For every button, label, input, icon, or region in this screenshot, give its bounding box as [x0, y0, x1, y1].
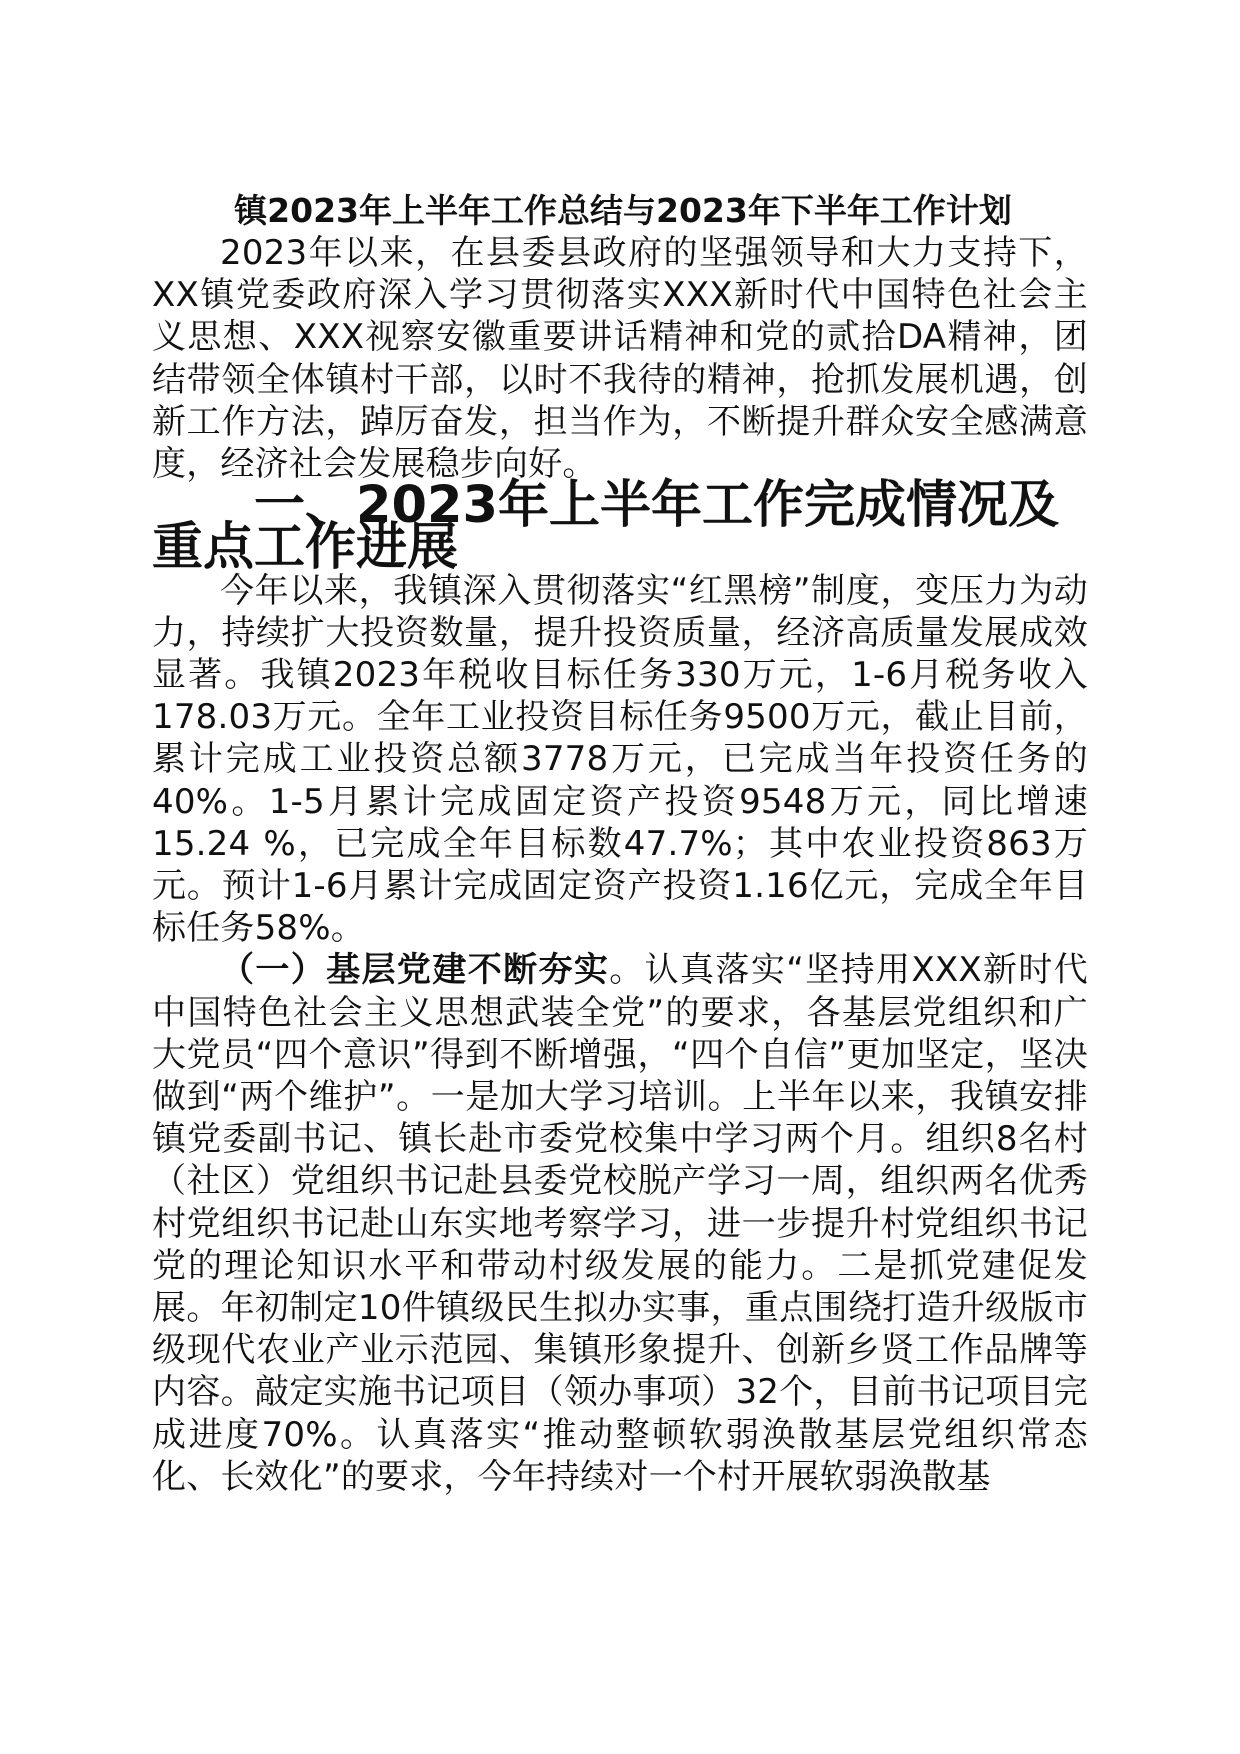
section-paragraph: 今年以来，我镇深入贯彻落实“红黑榜”制度，变压力为动力，持续扩大投资数量，提升投资质量，经济高质量发展成效显著。我镇2023年税收目标任务330万元，1-6月税务收入178.03万元。全年工业投资目标任务9500万元，截止目前，累计完成工业投资总额3778万元，已完成当年投资任务的40%。1-5月累计完成固定资产投资9548万元，同比增速15.24 %，已完成全年目标数47.7%；其中农业投资863万元。预计1-6月累计完成固定资产投资1.16亿元，完成全年目标任务58%。: [152, 570, 1088, 949]
subsection-paragraph: [152, 949, 1088, 1498]
document-page: [152, 190, 1088, 1498]
intro-paragraph: 2023年以来，在县委县政府的坚强领导和大力支持下，XX镇党委政府深入学习贯彻落实XXX新时代中国特色社会主义思想、XXX视察安徽重要讲话精神和党的贰拾DA精神，团结带领全体镇村干部，以时不我待的精神，抢抓发展机遇，创新工作方法，踔厉奋发，担当作为，不断提升群众安全感满意度，经济社会发展稳步向好。: [152, 233, 1088, 485]
section-heading: 一、2023年上半年工作完成情况及重点工作进展: [152, 476, 1059, 578]
document-title: 镇2023年上半年工作总结与2023年下半年工作计划: [234, 191, 1012, 230]
subsection-body: 。认真落实“坚持用XXX新时代中国特色社会主义思想武装全党”的要求，各基层党组织和广大党员“四个意识”得到不断增强，“四个自信”更加坚定，坚决做到“两个维护”。一是加大学习培训。上半年以来，我镇安排镇党委副书记、镇长赴市委党校集中学习两个月。组织8名村（社区）党组织书记赴县委党校脱产学习一周，组织两名优秀村党组织书记赴山东实地考察学习，进一步提升村党组织书记党的理论知识水平和带动村级发展的能力。二是抓党建促发展。年初制定10件镇级民生拟办实事，重点围绕打造升级版市级现代农业产业示范园、集镇形象提升、创新乡贤工作品牌等内容。敲定实施书记项目（领办事项）32个，目前书记项目完成进度70%。认真落实“推动整顿软弱涣散基层党组织常态化、长效化”的要求，今年持续对一个村开展软弱涣散基: [152, 950, 1088, 1497]
subsection-heading: （一）基层党建不断夯实: [220, 950, 610, 991]
